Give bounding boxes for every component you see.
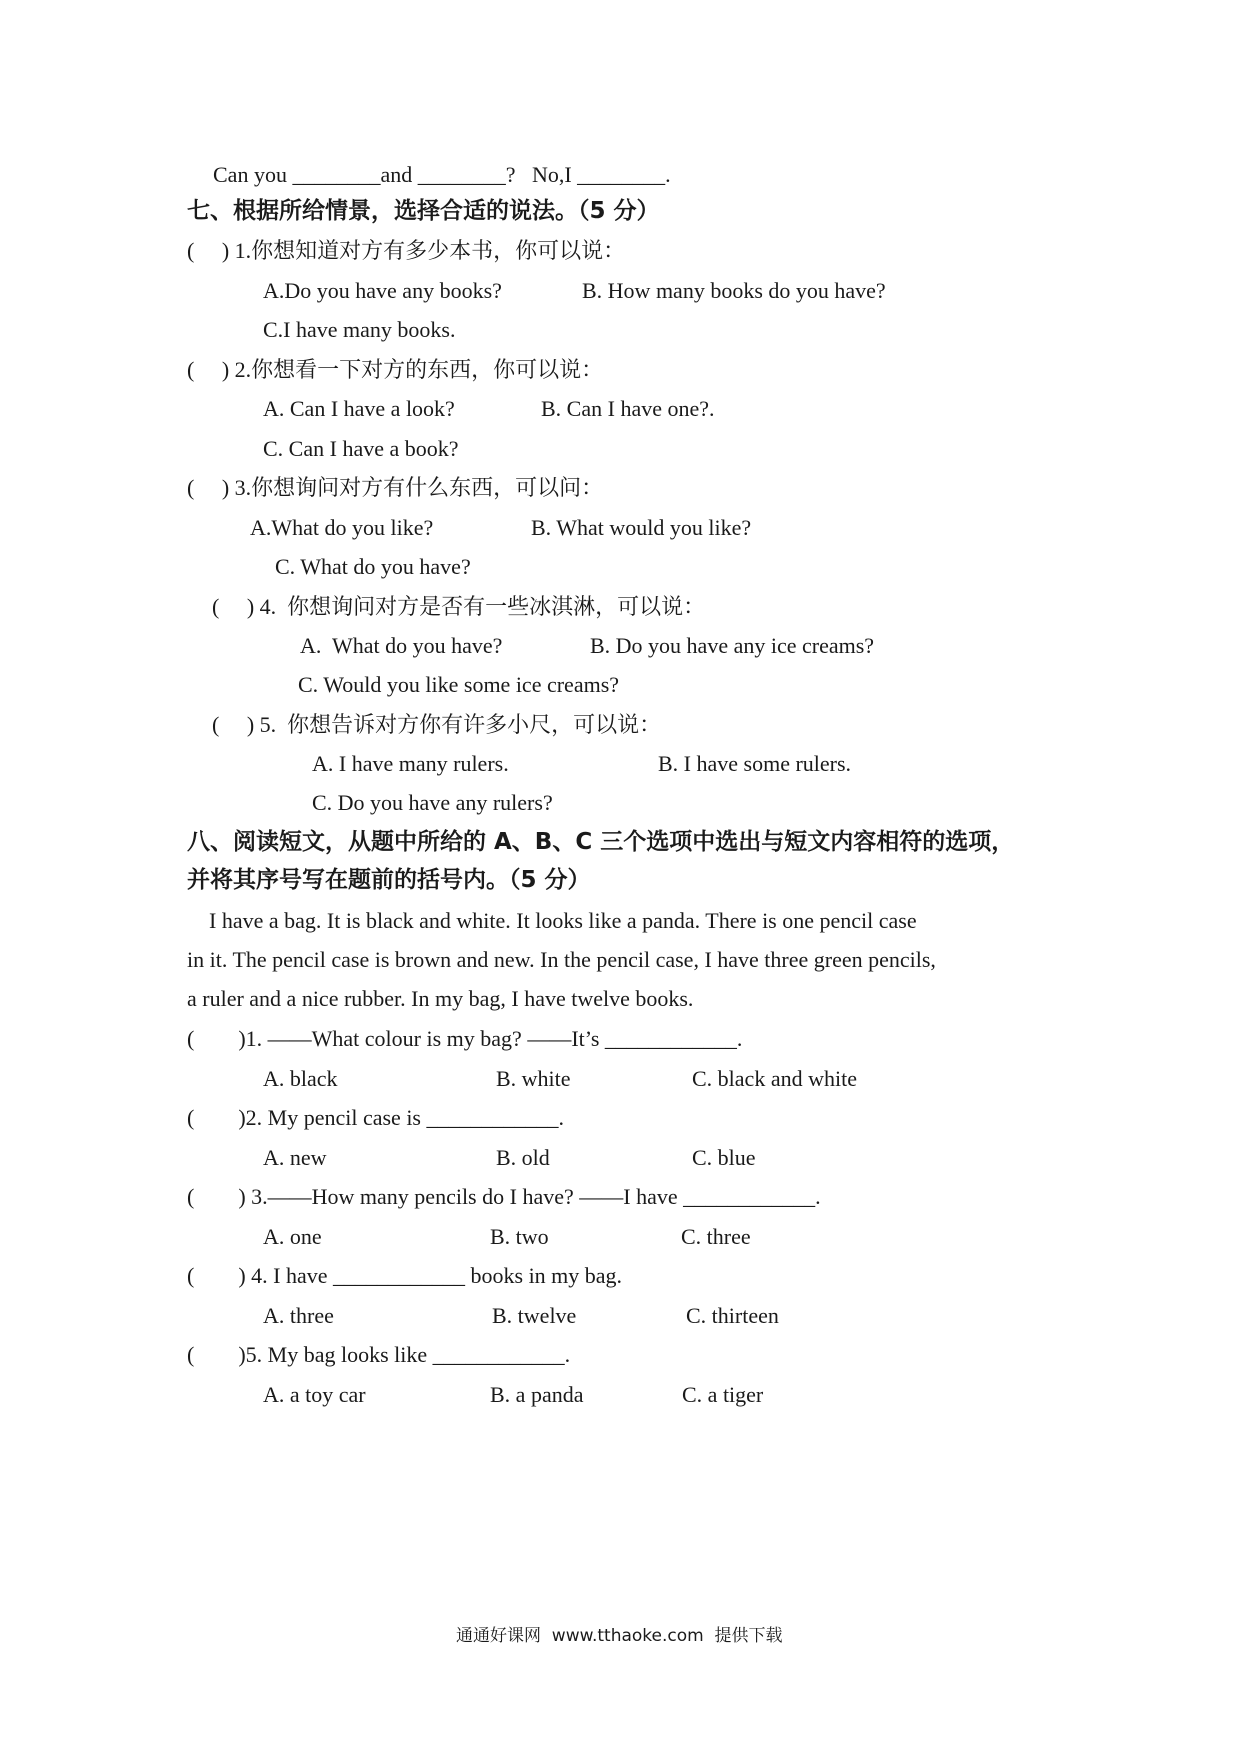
passage-line: in it. The pencil case is brown and new. In the pencil case, I have three green pencils, [187, 947, 936, 972]
s8-q3-option-a: A. one [263, 1224, 322, 1249]
s8-q4-prompt: ( ) 4. I have ____________ books in my bag. [187, 1263, 623, 1288]
s7-q5-option-c: C. Do you have any rulers? [312, 790, 553, 815]
s8-q1-option-a: A. black [263, 1066, 338, 1091]
s7-q5-option-b: B. I have some rulers. [658, 751, 852, 776]
s7-q4-option-a: A. What do you have? [300, 633, 503, 658]
s8-q3-option-c: C. three [681, 1224, 751, 1249]
s8-q3-option-b: B. two [490, 1224, 549, 1249]
passage-line: I have a bag. It is black and white. It looks like a panda. There is one pencil case [187, 908, 917, 933]
s7-q4-prompt: ( ) 4. 你想询问对方是否有一些冰淇淋，可以说： [212, 594, 706, 619]
s8-q5-option-b: B. a panda [490, 1382, 584, 1407]
section7-heading: 七、根据所给情景，选择合适的说法。（5 分） [187, 198, 660, 224]
s7-q4-option-c: C. Would you like some ice creams? [298, 672, 620, 697]
s8-q2-option-c: C. blue [692, 1145, 756, 1170]
s7-q2-option-c: C. Can I have a book? [263, 436, 459, 461]
section8-heading-line1: 八、阅读短文，从题中所给的 A、B、C 三个选项中选出与短文内容相符的选项， [187, 829, 1015, 855]
s7-q2-option-a: A. Can I have a look? [263, 396, 455, 421]
s7-q1-option-b: B. How many books do you have? [582, 278, 886, 303]
s8-q2-prompt: ( )2. My pencil case is ____________. [187, 1105, 564, 1130]
s8-q1-option-c: C. black and white [692, 1066, 857, 1091]
s8-q1-option-b: B. white [496, 1066, 571, 1091]
s8-q2-option-b: B. old [496, 1145, 550, 1170]
s7-q3-option-c: C. What do you have? [275, 554, 471, 579]
section8-heading-line2: 并将其序号写在题前的括号内。（5 分） [187, 867, 591, 893]
s8-q2-option-a: A. new [263, 1145, 327, 1170]
s8-q5-option-c: C. a tiger [682, 1382, 764, 1407]
s8-q4-option-b: B. twelve [492, 1303, 577, 1328]
s7-q3-option-b: B. What would you like? [531, 515, 752, 540]
passage-line: a ruler and a nice rubber. In my bag, I have twelve books. [187, 986, 694, 1011]
s8-q1-prompt: ( )1. ——What colour is my bag? ——It’s ____________. [187, 1026, 743, 1051]
s8-q3-prompt: ( ) 3.——How many pencils do I have? ——I have ____________. [187, 1184, 821, 1209]
s7-q3-prompt: ( ) 3.你想询问对方有什么东西，可以问： [187, 475, 604, 500]
s7-q2-prompt: ( ) 2.你想看一下对方的东西，你可以说： [187, 357, 604, 382]
page-footer: 通通好课网 www.tthaoke.com 提供下载 [456, 1626, 783, 1646]
s7-q5-option-a: A. I have many rulers. [312, 751, 509, 776]
s7-q1-prompt: ( ) 1.你想知道对方有多少本书，你可以说： [187, 238, 626, 263]
s7-q4-option-b: B. Do you have any ice creams? [590, 633, 875, 658]
s7-q5-prompt: ( ) 5. 你想告诉对方你有许多小尺，可以说： [212, 712, 662, 737]
s8-q5-prompt: ( )5. My bag looks like ____________. [187, 1342, 571, 1367]
s8-q5-option-a: A. a toy car [263, 1382, 366, 1407]
s8-q4-option-a: A. three [263, 1303, 334, 1328]
s8-q4-option-c: C. thirteen [686, 1303, 779, 1328]
s7-q1-option-a: A.Do you have any books? [263, 278, 502, 303]
s7-q1-option-c: C.I have many books. [263, 317, 456, 342]
s7-q2-option-b: B. Can I have one?. [541, 396, 715, 421]
s7-q3-option-a: A.What do you like? [250, 515, 434, 540]
fill-blank-line: Can you ________and ________? No,I ________. [213, 162, 671, 187]
